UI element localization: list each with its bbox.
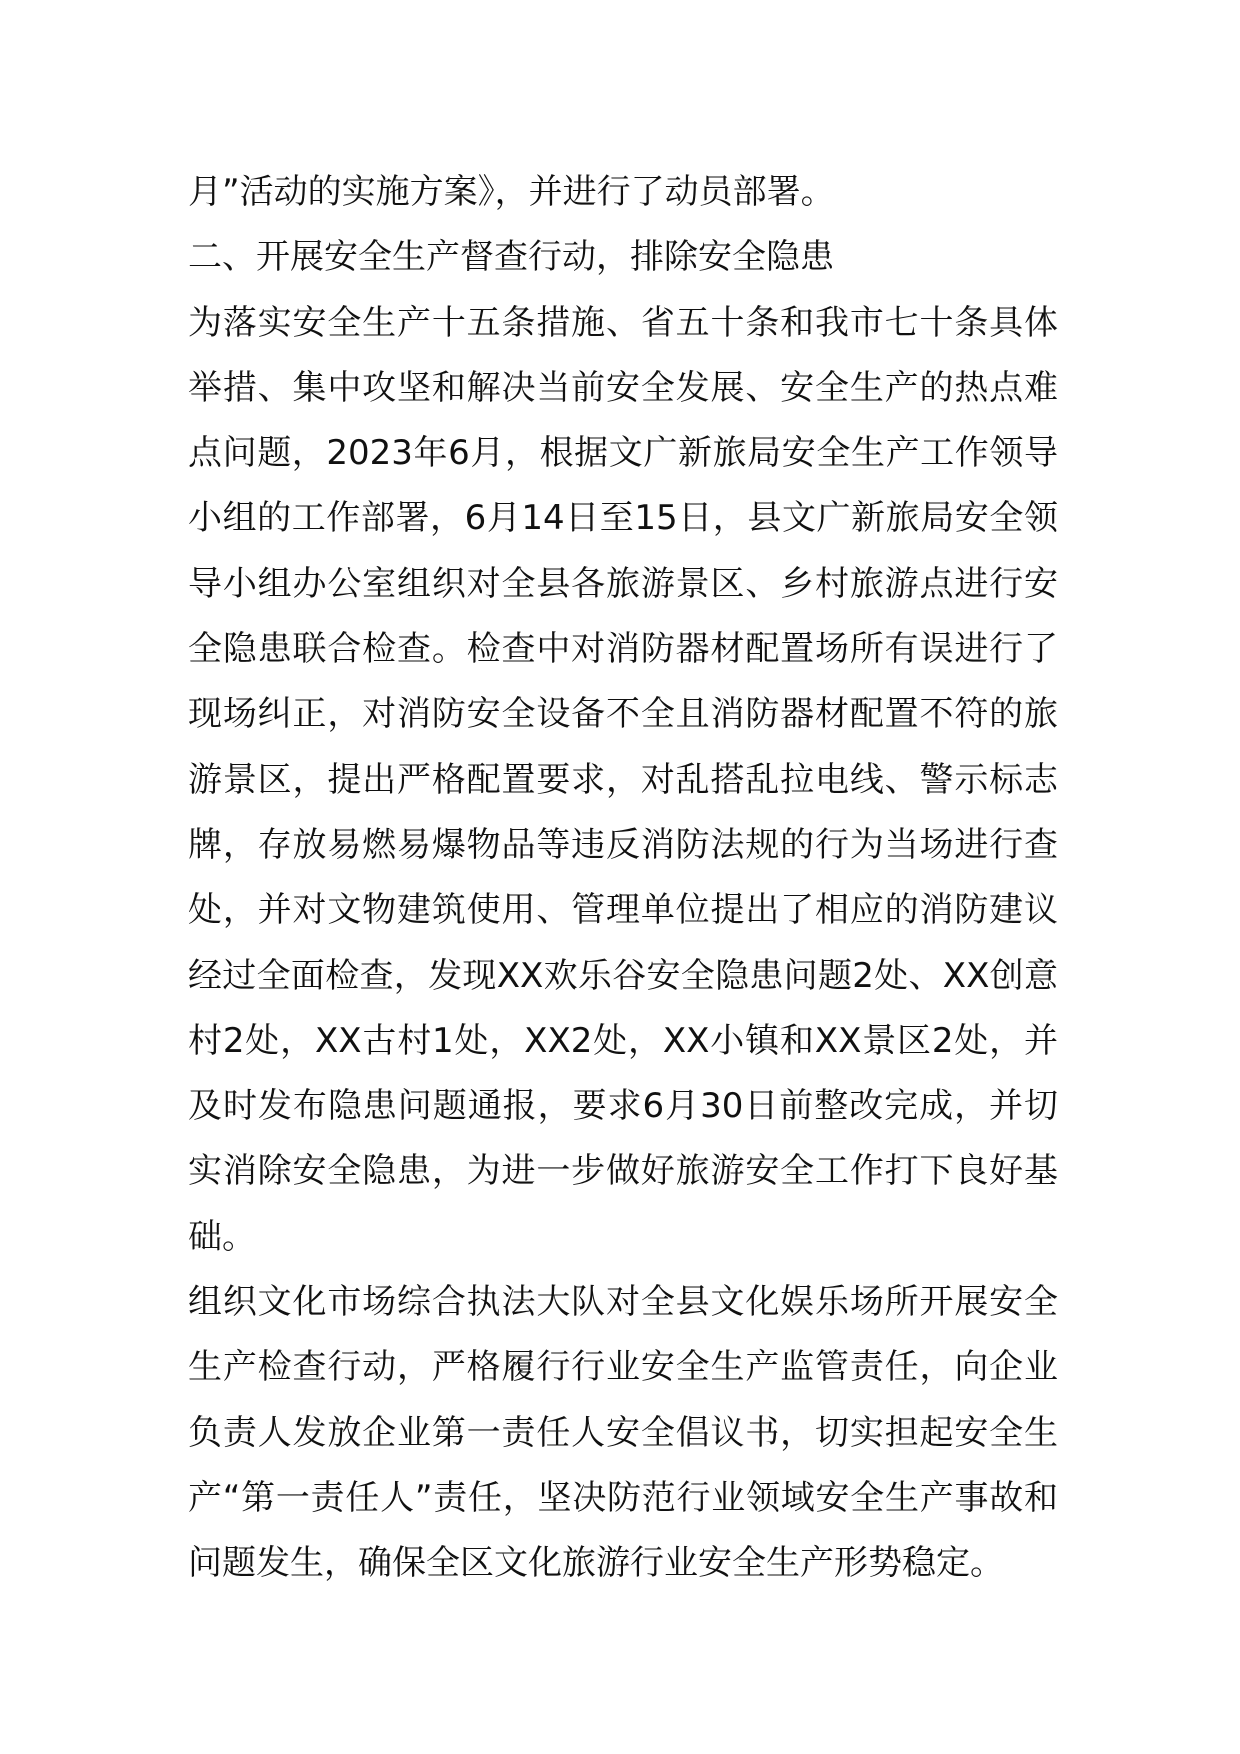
paragraph-inspection: 为落实安全生产十五条措施、省五十条和我市七十条具体举措、集中攻坚和解决当前安全发展、安全生产的热点难点问题，2023年6月，根据文广新旅局安全生产工作领导小组的工作部署，6月14日至15日，县文广新旅局安全领导小组办公室组织对全县各旅游景区、乡村旅游点进行安全隐患联合检查。检查中对消防器材配置场所有误进行了现场纠正，对消防安全设备不全且消防器材配置不符的旅游景区，提出严格配置要求，对乱搭乱拉电线、警示标志牌，存放易燃易爆物品等违反消防法规的行为当场进行查处，并对文物建筑使用、管理单位提出了相应的消防建议经过全面检查，发现XX欢乐谷安全隐患问题2处、XX创意村2处，XX古村1处，XX2处，XX小镇和XX景区2处，并及时发布隐患问题通报，要求6月30日前整改完成，并切实消除安全隐患，为进一步做好旅游安全工作打下良好基础。 <box>188 302 1058 1257</box>
paragraph-continuation: 月”活动的实施方案》，并进行了动员部署。 <box>188 172 835 212</box>
section-heading: 二、开展安全生产督查行动，排除安全隐患 <box>188 237 834 278</box>
paragraph-enforcement: 组织文化市场综合执法大队对全县文化娱乐场所开展安全生产检查行动，严格履行行业安全生产监管责任，向企业负责人发放企业第一责任人安全倡议书，切实担起安全生产“第一责任人”责任，坚决防范行业领域安全生产事故和问题发生，确保全区文化旅游行业安全生产形势稳定。 <box>188 1282 1058 1584</box>
document-page <box>188 160 1058 1597</box>
